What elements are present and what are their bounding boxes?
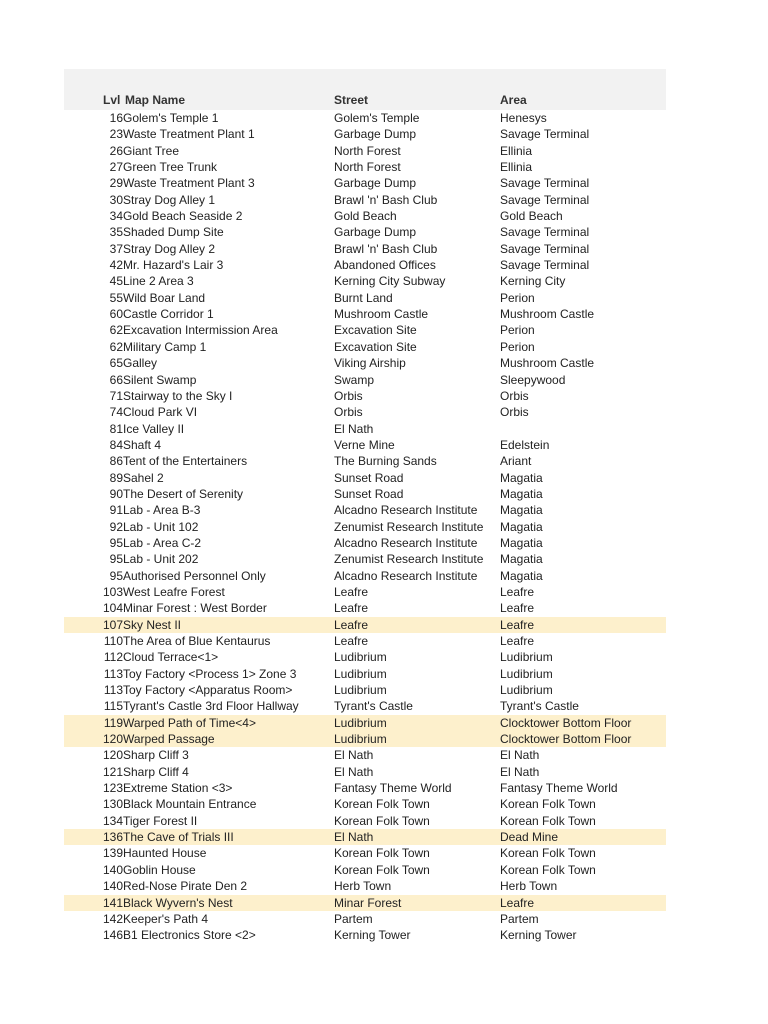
cell-lvl: 107 [102,617,123,632]
cell-street: Zenumist Research Institute [334,552,484,567]
cell-street: Orbis [334,405,363,420]
cell-area: Magatia [500,535,543,550]
cell-area: Fantasy Theme World [500,781,618,796]
table-row [64,829,666,845]
cell-map-name: Toy Factory <Process 1> Zone 3 [123,666,297,681]
cell-area: Tyrant's Castle [500,699,579,714]
cell-lvl: 142 [102,911,123,926]
cell-area: Perion [500,339,535,354]
cell-area: Leafre [500,601,535,616]
cell-map-name: Sharp Cliff 3 [123,748,189,763]
cell-map-name: Sharp Cliff 4 [123,764,189,779]
cell-lvl: 120 [102,732,123,747]
cell-map-name: Stairway to the Sky I [123,388,233,403]
cell-street: Burnt Land [334,290,393,305]
cell-street: Leafre [334,601,369,616]
cell-map-name: Keeper's Path 4 [123,911,209,926]
cell-lvl: 121 [102,764,123,779]
cell-map-name: Lab - Area C-2 [123,535,202,550]
cell-map-name: Golem's Temple 1 [123,111,219,125]
table-body [64,110,666,944]
table-row [64,339,666,355]
cell-map-name: Toy Factory <Apparatus Room> [123,683,293,698]
table-row [64,372,666,388]
cell-street: Ludibrium [334,683,387,698]
cell-lvl: 66 [109,372,123,387]
table-row [64,927,666,943]
cell-area: Korean Folk Town [500,862,596,877]
cell-street: Tyrant's Castle [334,699,413,714]
cell-street: Viking Airship [334,356,406,371]
cell-lvl: 62 [109,339,123,354]
cell-map-name: Black Wyvern's Nest [123,895,233,910]
cell-area: Clocktower Bottom Floor [500,732,632,747]
cell-lvl: 30 [109,192,123,207]
table-row [64,241,666,257]
cell-lvl: 74 [109,405,123,420]
cell-lvl: 42 [109,258,123,273]
cell-area: Magatia [500,552,543,567]
cell-area: Magatia [500,519,543,534]
cell-map-name: Sky Nest II [123,617,182,632]
table-row [64,584,666,600]
cell-street: Zenumist Research Institute [334,519,484,534]
cell-area: Perion [500,323,535,338]
cell-street: Korean Folk Town [334,846,430,861]
cell-area: Gold Beach [500,209,563,224]
cell-lvl: 104 [102,601,123,616]
cell-street: Abandoned Offices [334,258,436,273]
cell-area: Savage Terminal [500,192,590,207]
cell-street: Ludibrium [334,666,387,681]
table-row [64,388,666,404]
cell-street: Brawl 'n' Bash Club [334,192,438,207]
cell-area: Partem [500,911,539,926]
cell-area: Ludibrium [500,650,553,665]
cell-map-name: Waste Treatment Plant 1 [123,127,255,142]
cell-street: Ludibrium [334,650,387,665]
column-header-lvl: Lvl [103,93,121,107]
cell-area: Mushroom Castle [500,356,595,371]
cell-map-name: Line 2 Area 3 [123,274,194,289]
table-row [64,322,666,338]
table-row [64,306,666,322]
cell-street: Sunset Road [334,470,404,485]
table-row [64,715,666,731]
cell-area: Henesys [500,111,547,125]
cell-lvl: 16 [109,111,123,125]
cell-map-name: Excavation Intermission Area [123,323,278,338]
cell-map-name: Goblin House [123,862,196,877]
cell-area: Savage Terminal [500,225,590,240]
table-row [64,486,666,502]
cell-map-name: Lab - Unit 102 [123,519,199,534]
table-row [64,895,666,911]
cell-lvl: 29 [109,176,123,191]
table-row [64,404,666,420]
cell-lvl: 113 [103,683,123,698]
cell-lvl: 112 [103,650,123,665]
cell-street: El Nath [334,748,374,763]
table-row [64,273,666,289]
cell-map-name: Red-Nose Pirate Den 2 [123,879,248,894]
table-row [64,617,666,633]
column-header-street: Street [334,93,369,107]
cell-street: Kerning City Subway [334,274,446,289]
cell-lvl: 136 [102,830,123,845]
cell-area: Leafre [500,584,535,599]
table-row [64,911,666,927]
cell-area: Magatia [500,486,543,501]
cell-area: Savage Terminal [500,127,590,142]
map-table [64,69,666,944]
cell-area: Magatia [500,503,543,518]
cell-area: Clocktower Bottom Floor [500,715,632,730]
cell-lvl: 110 [103,634,123,648]
cell-lvl: 62 [109,323,123,338]
cell-lvl: 119 [103,715,123,730]
cell-lvl: 55 [109,290,123,305]
cell-area: Magatia [500,470,543,485]
cell-area: Kerning Tower [500,928,577,943]
cell-lvl: 37 [109,241,123,256]
cell-map-name: Gold Beach Seaside 2 [123,209,243,224]
cell-lvl: 130 [102,797,123,812]
cell-street: Korean Folk Town [334,813,430,828]
cell-area: Ellinia [500,143,533,158]
table-row [64,698,666,714]
cell-lvl: 134 [102,813,123,828]
table-row [64,126,666,142]
cell-lvl: 60 [109,307,123,322]
cell-street: Korean Folk Town [334,797,430,812]
cell-map-name: Lab - Unit 202 [123,552,199,567]
cell-street: The Burning Sands [334,454,437,469]
cell-map-name: Castle Corridor 1 [123,307,214,322]
cell-area: Magatia [500,568,543,583]
cell-lvl: 95 [109,535,123,550]
cell-lvl: 27 [109,160,123,175]
cell-area: Ludibrium [500,683,553,698]
table-row [64,290,666,306]
cell-map-name: Warped Passage [123,732,215,747]
cell-lvl: 90 [109,486,123,501]
cell-street: North Forest [334,160,401,175]
table-row [64,421,666,437]
cell-street: Verne Mine [334,437,395,452]
cell-area: Ludibrium [500,666,553,681]
cell-map-name: Silent Swamp [123,372,197,387]
cell-area: Herb Town [500,879,558,894]
table-row [64,110,666,126]
cell-street: Garbage Dump [334,225,417,240]
cell-lvl: 115 [103,699,123,714]
cell-map-name: The Desert of Serenity [123,486,244,501]
cell-lvl: 140 [102,879,123,894]
cell-map-name: Warped Path of Time<4> [123,715,256,730]
cell-map-name: Military Camp 1 [123,339,207,354]
column-header-area: Area [500,93,527,107]
cell-lvl: 23 [109,127,123,142]
cell-street: El Nath [334,830,374,845]
cell-lvl: 113 [103,666,123,681]
table-row [64,224,666,240]
cell-lvl: 45 [109,274,123,289]
cell-area: Korean Folk Town [500,846,596,861]
cell-map-name: Tent of the Entertainers [123,454,248,469]
cell-map-name: Black Mountain Entrance [123,797,257,812]
table-row [64,780,666,796]
cell-lvl: 146 [102,928,123,943]
table-row [64,813,666,829]
cell-area: Ariant [500,454,532,469]
table-row [64,257,666,273]
cell-lvl: 86 [109,454,123,469]
cell-street: Excavation Site [334,323,417,338]
cell-map-name: Stray Dog Alley 2 [123,241,216,256]
cell-lvl: 141 [102,895,123,910]
cell-area: Mushroom Castle [500,307,595,322]
table-row [64,470,666,486]
cell-street: Swamp [334,372,375,387]
cell-lvl: 92 [109,519,123,534]
table-header [64,69,666,110]
cell-map-name: Stray Dog Alley 1 [123,192,216,207]
cell-street: North Forest [334,143,401,158]
cell-map-name: The Area of Blue Kentaurus [123,634,271,648]
cell-map-name: Wild Boar Land [123,290,206,305]
table-row [64,519,666,535]
cell-lvl: 123 [102,781,123,796]
cell-lvl: 84 [109,437,123,452]
cell-street: Leafre [334,617,369,632]
cell-map-name: Mr. Hazard's Lair 3 [123,258,224,273]
cell-street: Kerning Tower [334,928,411,943]
cell-street: Alcadno Research Institute [334,535,478,550]
table-row [64,878,666,894]
cell-street: Ludibrium [334,732,387,747]
cell-map-name: Giant Tree [123,143,180,158]
table-row [64,355,666,371]
cell-street: Mushroom Castle [334,307,429,322]
cell-street: Sunset Road [334,486,404,501]
table-row [64,208,666,224]
cell-street: Korean Folk Town [334,862,430,877]
cell-street: Alcadno Research Institute [334,503,478,518]
cell-lvl: 35 [109,225,123,240]
table-row [64,682,666,698]
cell-area: Korean Folk Town [500,797,596,812]
cell-area: Savage Terminal [500,176,590,191]
cell-street: Alcadno Research Institute [334,568,478,583]
cell-street: Herb Town [334,879,392,894]
cell-lvl: 95 [109,552,123,567]
cell-area: Ellinia [500,160,533,175]
cell-area: Kerning City [500,274,566,289]
cell-area: Leafre [500,895,535,910]
table-row [64,649,666,665]
cell-map-name: Tiger Forest II [123,813,198,828]
cell-street: Partem [334,911,373,926]
cell-lvl: 95 [109,568,123,583]
cell-map-name: Ice Valley II [123,421,185,436]
table-row [64,666,666,682]
cell-map-name: West Leafre Forest [123,584,225,599]
cell-area: Savage Terminal [500,258,590,273]
cell-map-name: Cloud Terrace<1> [123,650,219,665]
cell-street: Ludibrium [334,715,387,730]
cell-map-name: Shaft 4 [123,437,162,452]
cell-street: Leafre [334,584,369,599]
cell-lvl: 65 [109,356,123,371]
table-row [64,845,666,861]
cell-street: Fantasy Theme World [334,781,452,796]
cell-area: Orbis [500,388,529,403]
table-row [64,764,666,780]
table-row [64,437,666,453]
table-row [64,633,666,649]
cell-area: Korean Folk Town [500,813,596,828]
cell-street: Garbage Dump [334,176,417,191]
cell-lvl: 91 [109,503,123,518]
table-row [64,568,666,584]
cell-area: Edelstein [500,437,550,452]
cell-street: Gold Beach [334,209,397,224]
cell-street: Leafre [334,634,369,648]
cell-street: Golem's Temple [334,111,420,125]
table-row [64,192,666,208]
table-row [64,862,666,878]
cell-map-name: Shaded Dump Site [123,225,224,240]
cell-map-name: Sahel 2 [123,470,164,485]
cell-lvl: 26 [109,143,123,158]
cell-map-name: Cloud Park VI [123,405,198,420]
cell-map-name: B1 Electronics Store <2> [123,928,256,943]
cell-map-name: Extreme Station <3> [123,781,233,796]
cell-area: Leafre [500,617,535,632]
table-row [64,796,666,812]
table-row [64,143,666,159]
table-row [64,175,666,191]
table-row [64,731,666,747]
cell-area: El Nath [500,764,540,779]
table-row [64,159,666,175]
cell-map-name: Galley [123,356,158,371]
cell-street: Minar Forest [334,895,402,910]
cell-area: Leafre [500,634,535,648]
cell-street: El Nath [334,421,374,436]
cell-lvl: 103 [102,584,123,599]
cell-lvl: 89 [109,470,123,485]
cell-area: Savage Terminal [500,241,590,256]
cell-map-name: The Cave of Trials III [123,830,234,845]
cell-street: Garbage Dump [334,127,417,142]
cell-lvl: 81 [109,421,123,436]
cell-area: Sleepywood [500,372,566,387]
cell-map-name: Waste Treatment Plant 3 [123,176,255,191]
cell-map-name: Lab - Area B-3 [123,503,201,518]
cell-street: Brawl 'n' Bash Club [334,241,438,256]
cell-street: Orbis [334,388,363,403]
cell-street: Excavation Site [334,339,417,354]
cell-lvl: 120 [102,748,123,763]
cell-area: Orbis [500,405,529,420]
cell-lvl: 34 [109,209,123,224]
table-row [64,535,666,551]
cell-street: El Nath [334,764,374,779]
cell-lvl: 71 [109,388,123,403]
cell-map-name: Haunted House [123,846,207,861]
cell-area: Perion [500,290,535,305]
cell-lvl: 139 [102,846,123,861]
cell-area: Dead Mine [500,830,559,845]
cell-lvl: 140 [102,862,123,877]
cell-map-name: Minar Forest : West Border [123,601,267,616]
table-row [64,453,666,469]
cell-map-name: Tyrant's Castle 3rd Floor Hallway [123,699,299,714]
table-row [64,551,666,567]
cell-area: El Nath [500,748,540,763]
table-row [64,747,666,763]
table-row [64,502,666,518]
column-header-map-name: Map Name [125,93,186,107]
cell-map-name: Green Tree Trunk [123,160,218,175]
table-row [64,600,666,616]
cell-map-name: Authorised Personnel Only [123,568,266,583]
